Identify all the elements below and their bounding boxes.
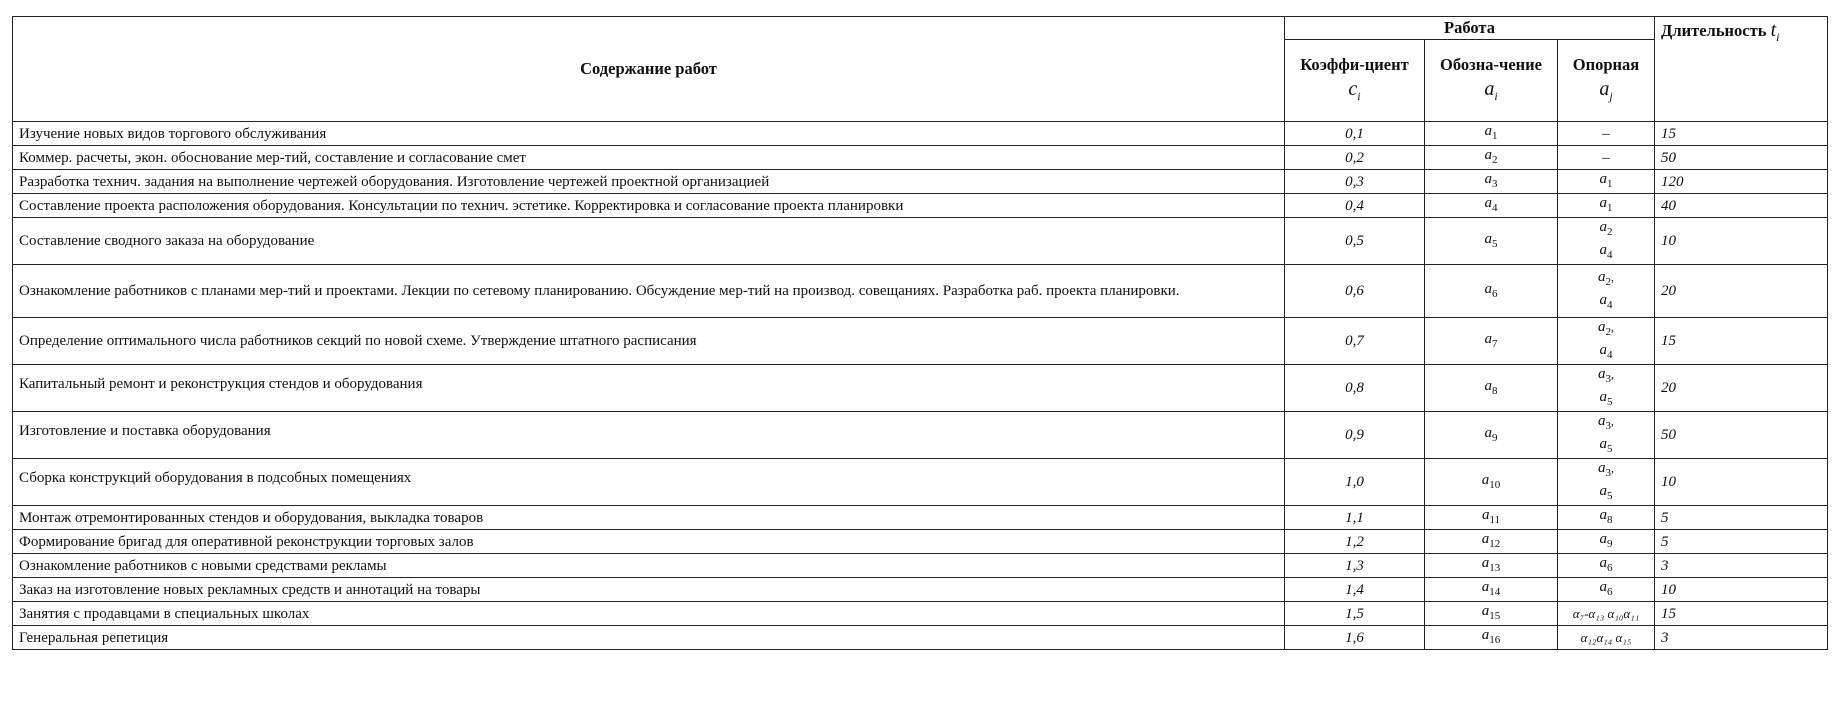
table-row [13, 365, 1828, 412]
row-duration: 5 [1655, 530, 1828, 554]
row-duration: 15 [1655, 318, 1828, 365]
row-duration: 10 [1655, 459, 1828, 506]
reference-symbol: $a_j$ [1599, 78, 1613, 103]
row-duration: 3 [1655, 554, 1828, 578]
row-reference: α₁₂α₁₄ α₁₅ [1558, 626, 1655, 650]
table-row [13, 602, 1828, 626]
row-coef: 1,3 [1285, 554, 1425, 578]
row-content: Изготовление и поставка оборудования [13, 412, 1285, 459]
row-coef: 1,4 [1285, 578, 1425, 602]
row-reference: $a_1$ [1558, 170, 1655, 194]
row-coef: 0,7 [1285, 318, 1425, 365]
table-row [13, 626, 1828, 650]
row-designation: $a_6$ [1425, 265, 1558, 318]
row-duration: 50 [1655, 412, 1828, 459]
row-content: Изучение новых видов торгового обслуживания [13, 122, 1285, 146]
table-row [13, 265, 1828, 318]
row-duration: 50 [1655, 146, 1828, 170]
row-reference: $a_1$ [1558, 194, 1655, 218]
header-coef: Коэффи-циент $c_i$ [1285, 40, 1425, 122]
row-designation: $a_4$ [1425, 194, 1558, 218]
row-content: Составление сводного заказа на оборудование [13, 218, 1285, 265]
header-reference: Опорная $a_j$ [1558, 40, 1655, 122]
row-content: Монтаж отремонтированных стендов и оборудования, выкладка товаров [13, 506, 1285, 530]
row-reference: $a_2$ $a_4$ [1558, 218, 1655, 265]
row-content: Определение оптимального числа работников секций по новой схеме. Утверждение штатного расписания [13, 318, 1285, 365]
row-content: Коммер. расчеты, экон. обоснование мер-тий, составление и согласование смет [13, 146, 1285, 170]
row-coef: 1,5 [1285, 602, 1425, 626]
row-duration: 20 [1655, 265, 1828, 318]
row-coef: 0,2 [1285, 146, 1425, 170]
table-row [13, 554, 1828, 578]
header-row-top [13, 17, 1828, 40]
table-row [13, 459, 1828, 506]
row-designation: $a_1$ [1425, 122, 1558, 146]
header-designation: Обозна-чение $a_i$ [1425, 40, 1558, 122]
row-designation: $a_{15}$ [1425, 602, 1558, 626]
duration-symbol: $t_i$ [1770, 19, 1780, 44]
row-content: Генеральная репетиция [13, 626, 1285, 650]
row-reference: $a_3$, $a_5$ [1558, 365, 1655, 412]
row-reference: $a_9$ [1558, 530, 1655, 554]
row-reference: α₇-α₁₃ α₁₀α₁₁ [1558, 602, 1655, 626]
row-coef: 0,1 [1285, 122, 1425, 146]
header-content: Содержание работ [13, 17, 1285, 122]
row-reference: $a_3$, $a_5$ [1558, 459, 1655, 506]
row-content: Ознакомление работников с новыми средствами рекламы [13, 554, 1285, 578]
row-reference: $a_2$, $a_4$ [1558, 318, 1655, 365]
row-coef: 1,6 [1285, 626, 1425, 650]
row-reference: – [1558, 122, 1655, 146]
row-designation: $a_9$ [1425, 412, 1558, 459]
table-row [13, 578, 1828, 602]
row-coef: 1,2 [1285, 530, 1425, 554]
row-designation: $a_{12}$ [1425, 530, 1558, 554]
row-designation: $a_{14}$ [1425, 578, 1558, 602]
row-designation: $a_8$ [1425, 365, 1558, 412]
works-table [12, 16, 1828, 650]
row-reference: $a_6$ [1558, 554, 1655, 578]
header-work-group: Работа [1285, 17, 1655, 40]
row-designation: $a_{10}$ [1425, 459, 1558, 506]
row-duration: 10 [1655, 218, 1828, 265]
row-content: Капитальный ремонт и реконструкция стендов и оборудования [13, 365, 1285, 412]
table-row [13, 146, 1828, 170]
table-row [13, 506, 1828, 530]
row-reference: $a_3$, $a_5$ [1558, 412, 1655, 459]
row-content: Разработка технич. задания на выполнение чертежей оборудования. Изготовление чертежей проектной организацией [13, 170, 1285, 194]
row-designation: $a_3$ [1425, 170, 1558, 194]
row-duration: 5 [1655, 506, 1828, 530]
row-content: Сборка конструкций оборудования в подсобных помещениях [13, 459, 1285, 506]
table-row [13, 122, 1828, 146]
row-duration: 15 [1655, 602, 1828, 626]
row-coef: 0,6 [1285, 265, 1425, 318]
row-duration: 40 [1655, 194, 1828, 218]
table-row [13, 218, 1828, 265]
row-content: Ознакомление работников с планами мер-тий и проектами. Лекции по сетевому планированию. Обсуждение мер-тий на производ. совещаниях. Разработка раб. проекта планировки. [13, 265, 1285, 318]
row-coef: 0,4 [1285, 194, 1425, 218]
row-duration: 3 [1655, 626, 1828, 650]
table-row [13, 412, 1828, 459]
row-designation: $a_2$ [1425, 146, 1558, 170]
row-coef: 0,8 [1285, 365, 1425, 412]
row-coef: 0,3 [1285, 170, 1425, 194]
row-duration: 15 [1655, 122, 1828, 146]
row-duration: 120 [1655, 170, 1828, 194]
row-designation: $a_7$ [1425, 318, 1558, 365]
row-content: Составление проекта расположения оборудования. Консультации по технич. эстетике. Корректировка и согласование проекта планировки [13, 194, 1285, 218]
row-reference: $a_6$ [1558, 578, 1655, 602]
row-reference: – [1558, 146, 1655, 170]
row-designation: $a_5$ [1425, 218, 1558, 265]
table-row [13, 194, 1828, 218]
row-designation: $a_{16}$ [1425, 626, 1558, 650]
row-coef: 1,1 [1285, 506, 1425, 530]
header-duration: Длительность $t_i$ [1655, 17, 1828, 122]
row-content: Заказ на изготовление новых рекламных средств и аннотаций на товары [13, 578, 1285, 602]
row-designation: $a_{13}$ [1425, 554, 1558, 578]
row-reference: $a_2$, $a_4$ [1558, 265, 1655, 318]
row-content: Занятия с продавцами в специальных школах [13, 602, 1285, 626]
table-row [13, 170, 1828, 194]
row-coef: 1,0 [1285, 459, 1425, 506]
table-row [13, 318, 1828, 365]
row-coef: 0,9 [1285, 412, 1425, 459]
row-content: Формирование бригад для оперативной реконструкции торговых залов [13, 530, 1285, 554]
coef-symbol: $c_i$ [1348, 78, 1361, 103]
row-designation: $a_{11}$ [1425, 506, 1558, 530]
row-duration: 10 [1655, 578, 1828, 602]
row-reference: $a_8$ [1558, 506, 1655, 530]
row-coef: 0,5 [1285, 218, 1425, 265]
row-duration: 20 [1655, 365, 1828, 412]
designation-symbol: $a_i$ [1484, 78, 1498, 103]
table-row [13, 530, 1828, 554]
